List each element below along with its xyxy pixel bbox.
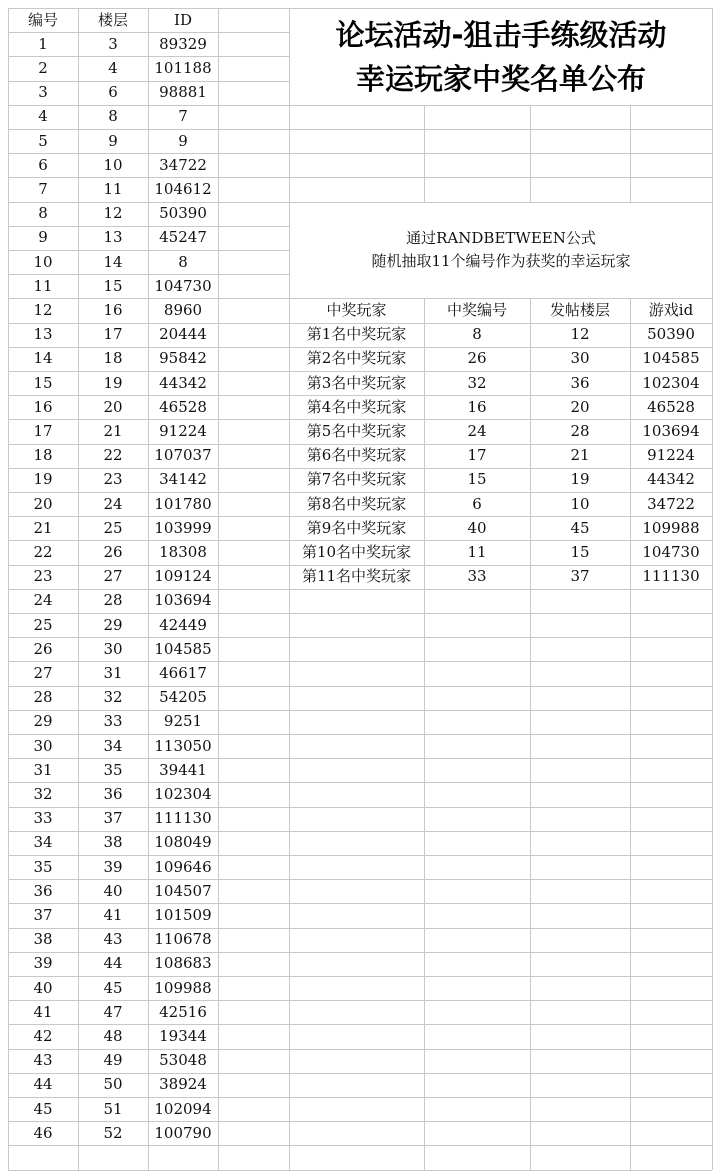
table-cell: 10 [33, 252, 53, 271]
method-note [290, 203, 712, 299]
table-cell: 18 [103, 349, 123, 368]
table-cell: 12 [103, 204, 123, 223]
winners-cell: 21 [570, 446, 590, 465]
table-cell: 11 [103, 179, 123, 198]
table-cell: 43 [103, 930, 123, 949]
table-cell: 91224 [159, 421, 207, 440]
table-cell: 17 [103, 325, 123, 344]
winners-cell: 12 [570, 325, 590, 344]
table-cell: 41 [103, 905, 123, 924]
table-cell: 15 [33, 373, 53, 392]
table-cell: 100790 [154, 1123, 212, 1142]
table-cell: 8960 [163, 300, 203, 319]
table-cell: 43 [33, 1051, 53, 1070]
table-cell: 38 [33, 930, 53, 949]
table-cell: 5 [38, 131, 48, 150]
winners-cell: 11 [467, 542, 487, 561]
table-cell: 33 [33, 809, 53, 828]
table-cell: 39 [103, 857, 123, 876]
winners-cell: 15 [467, 470, 487, 489]
winners-cell: 第5名中奖玩家 [306, 421, 407, 440]
table-cell: 32 [103, 688, 123, 707]
table-cell: 9 [38, 228, 48, 247]
table-cell: 14 [33, 349, 53, 368]
winners-cell: 104730 [642, 542, 700, 561]
table-cell: 30 [33, 736, 53, 755]
table-cell: 8 [178, 252, 188, 271]
table-cell: 41 [33, 1002, 53, 1021]
table-cell: 36 [103, 784, 123, 803]
winners-cell: 46528 [647, 397, 695, 416]
winners-cell: 第3名中奖玩家 [306, 373, 407, 392]
table-cell: 10 [103, 155, 123, 174]
winners-cell: 28 [570, 421, 590, 440]
table-cell: 38 [103, 833, 123, 852]
table-cell: 44 [103, 954, 123, 973]
table-cell: 110678 [154, 930, 212, 949]
table-cell: 104612 [154, 179, 212, 198]
winners-cell: 103694 [642, 421, 700, 440]
table-cell: 102094 [154, 1099, 212, 1118]
table-cell: 109988 [154, 978, 212, 997]
table-cell: 28 [103, 591, 123, 610]
table-cell: 1 [38, 34, 48, 53]
table-cell: 109646 [154, 857, 212, 876]
table-cell: 111130 [154, 809, 212, 828]
table-cell: 22 [33, 542, 53, 561]
table-cell: 50390 [159, 204, 207, 223]
table-cell: 16 [103, 300, 123, 319]
table-cell: 22 [103, 446, 123, 465]
table-cell: 3 [38, 83, 48, 102]
winners-cell: 45 [570, 518, 590, 537]
table-cell: 103999 [154, 518, 212, 537]
winners-cell: 第2名中奖玩家 [306, 349, 407, 368]
table-cell: 42516 [159, 1002, 207, 1021]
table-cell: 40 [103, 881, 123, 900]
table-cell: 13 [103, 228, 123, 247]
table-cell: 39441 [159, 760, 207, 779]
winners-cell: 第11名中奖玩家 [301, 567, 412, 586]
table-cell: 6 [108, 83, 118, 102]
table-cell: 18 [33, 446, 53, 465]
table-cell: 19 [103, 373, 123, 392]
table-cell: 108683 [154, 954, 212, 973]
table-cell: 18308 [159, 542, 207, 561]
table-cell: 46 [33, 1123, 53, 1142]
table-cell: 27 [103, 567, 123, 586]
table-cell: 28 [33, 688, 53, 707]
table-cell: 45247 [159, 228, 207, 247]
table-cell: 38924 [159, 1075, 207, 1094]
winners-cell: 8 [472, 325, 482, 344]
winners-cell: 36 [570, 373, 590, 392]
winners-cell: 第4名中奖玩家 [306, 397, 407, 416]
winners-cell: 17 [467, 446, 487, 465]
table-cell: 108049 [154, 833, 212, 852]
table-cell: 34 [33, 833, 53, 852]
table-cell: 20 [33, 494, 53, 513]
table-cell: 89329 [159, 34, 207, 53]
grid-hline [8, 1170, 712, 1171]
table-cell: 46528 [159, 397, 207, 416]
table-cell: 11 [33, 276, 53, 295]
table-cell: 24 [103, 494, 123, 513]
winners-cell: 10 [570, 494, 590, 513]
column-header: 编号 [27, 10, 58, 29]
winners-cell: 26 [467, 349, 487, 368]
winners-cell: 40 [467, 518, 487, 537]
table-cell: 98881 [159, 83, 207, 102]
winners-cell: 第6名中奖玩家 [306, 446, 407, 465]
table-cell: 42 [33, 1026, 53, 1045]
table-cell: 20444 [159, 325, 207, 344]
table-cell: 3 [108, 34, 118, 53]
winners-cell: 104585 [642, 349, 700, 368]
winners-cell: 24 [467, 421, 487, 440]
winners-cell: 第1名中奖玩家 [306, 325, 407, 344]
table-cell: 53048 [159, 1051, 207, 1070]
table-cell: 37 [33, 905, 53, 924]
table-cell: 6 [38, 155, 48, 174]
table-cell: 30 [103, 639, 123, 658]
table-cell: 37 [103, 809, 123, 828]
winners-cell: 19 [570, 470, 590, 489]
table-cell: 45 [103, 978, 123, 997]
table-cell: 19 [33, 470, 53, 489]
table-cell: 35 [33, 857, 53, 876]
table-cell: 34722 [159, 155, 207, 174]
table-cell: 21 [103, 421, 123, 440]
table-cell: 25 [33, 615, 53, 634]
table-cell: 103694 [154, 591, 212, 610]
winners-cell: 34722 [647, 494, 695, 513]
table-cell: 8 [38, 204, 48, 223]
table-cell: 4 [108, 58, 118, 77]
winners-cell: 37 [570, 567, 590, 586]
winners-cell: 111130 [642, 567, 700, 586]
table-cell: 31 [103, 663, 123, 682]
table-cell: 8 [108, 107, 118, 126]
announcement-title [290, 9, 712, 105]
column-header: 楼层 [97, 10, 128, 29]
table-cell: 9 [178, 131, 188, 150]
table-cell: 13 [33, 325, 53, 344]
table-cell: 101780 [154, 494, 212, 513]
table-cell: 104730 [154, 276, 212, 295]
table-cell: 16 [33, 397, 53, 416]
table-cell: 44 [33, 1075, 53, 1094]
table-cell: 27 [33, 663, 53, 682]
table-cell: 7 [38, 179, 48, 198]
table-cell: 7 [178, 107, 188, 126]
table-cell: 46617 [159, 663, 207, 682]
winners-cell: 91224 [647, 446, 695, 465]
table-cell: 101188 [154, 58, 212, 77]
table-cell: 40 [33, 978, 53, 997]
table-cell: 21 [33, 518, 53, 537]
table-cell: 9 [108, 131, 118, 150]
winners-cell: 第8名中奖玩家 [306, 494, 407, 513]
winners-cell: 16 [467, 397, 487, 416]
table-cell: 102304 [154, 784, 212, 803]
table-cell: 51 [103, 1099, 123, 1118]
winners-header: 中奖编号 [446, 300, 507, 319]
table-cell: 24 [33, 591, 53, 610]
table-cell: 104585 [154, 639, 212, 658]
table-cell: 49 [103, 1051, 123, 1070]
table-cell: 45 [33, 1099, 53, 1118]
table-cell: 19344 [159, 1026, 207, 1045]
winners-cell: 第10名中奖玩家 [301, 542, 412, 561]
winners-cell: 6 [472, 494, 482, 513]
winners-cell: 44342 [647, 470, 695, 489]
table-cell: 104507 [154, 881, 212, 900]
table-cell: 25 [103, 518, 123, 537]
table-cell: 17 [33, 421, 53, 440]
winners-header: 中奖玩家 [326, 300, 387, 319]
table-cell: 42449 [159, 615, 207, 634]
title-line-1: 论坛活动-狙击手练级活动 [335, 17, 667, 52]
table-cell: 50 [103, 1075, 123, 1094]
table-cell: 26 [103, 542, 123, 561]
title-line-2: 幸运玩家中奖名单公布 [355, 61, 646, 96]
table-cell: 101509 [154, 905, 212, 924]
winners-cell: 第9名中奖玩家 [306, 518, 407, 537]
winners-cell: 50390 [647, 325, 695, 344]
table-cell: 34142 [159, 470, 207, 489]
table-cell: 109124 [154, 567, 212, 586]
table-cell: 113050 [154, 736, 212, 755]
table-cell: 20 [103, 397, 123, 416]
note-line-2: 随机抽取11个编号作为获奖的幸运玩家 [371, 252, 631, 271]
column-header: ID [174, 10, 192, 29]
winners-header: 游戏id [648, 300, 694, 319]
table-cell: 52 [103, 1123, 123, 1142]
table-cell: 95842 [159, 349, 207, 368]
winners-cell: 15 [570, 542, 590, 561]
table-cell: 48 [103, 1026, 123, 1045]
table-cell: 4 [38, 107, 48, 126]
note-line-1: 通过RANDBETWEEN公式 [406, 229, 596, 248]
winners-cell: 102304 [642, 373, 700, 392]
table-cell: 29 [103, 615, 123, 634]
table-cell: 34 [103, 736, 123, 755]
table-cell: 23 [103, 470, 123, 489]
table-cell: 33 [103, 712, 123, 731]
grid-hline [8, 1145, 712, 1146]
table-cell: 26 [33, 639, 53, 658]
table-cell: 12 [33, 300, 53, 319]
table-cell: 29 [33, 712, 53, 731]
table-cell: 2 [38, 58, 48, 77]
winners-cell: 30 [570, 349, 590, 368]
spreadsheet [8, 8, 712, 1165]
winners-cell: 第7名中奖玩家 [306, 470, 407, 489]
table-cell: 9251 [163, 712, 203, 731]
table-cell: 23 [33, 567, 53, 586]
table-cell: 14 [103, 252, 123, 271]
table-cell: 54205 [159, 688, 207, 707]
table-cell: 36 [33, 881, 53, 900]
table-cell: 44342 [159, 373, 207, 392]
winners-header: 发帖楼层 [549, 300, 610, 319]
table-cell: 35 [103, 760, 123, 779]
winners-cell: 33 [467, 567, 487, 586]
winners-cell: 109988 [642, 518, 700, 537]
table-cell: 39 [33, 954, 53, 973]
winners-cell: 20 [570, 397, 590, 416]
table-cell: 31 [33, 760, 53, 779]
grid-vline [712, 8, 713, 1170]
table-cell: 15 [103, 276, 123, 295]
table-cell: 107037 [154, 446, 212, 465]
table-cell: 47 [103, 1002, 123, 1021]
table-cell: 32 [33, 784, 53, 803]
winners-cell: 32 [467, 373, 487, 392]
